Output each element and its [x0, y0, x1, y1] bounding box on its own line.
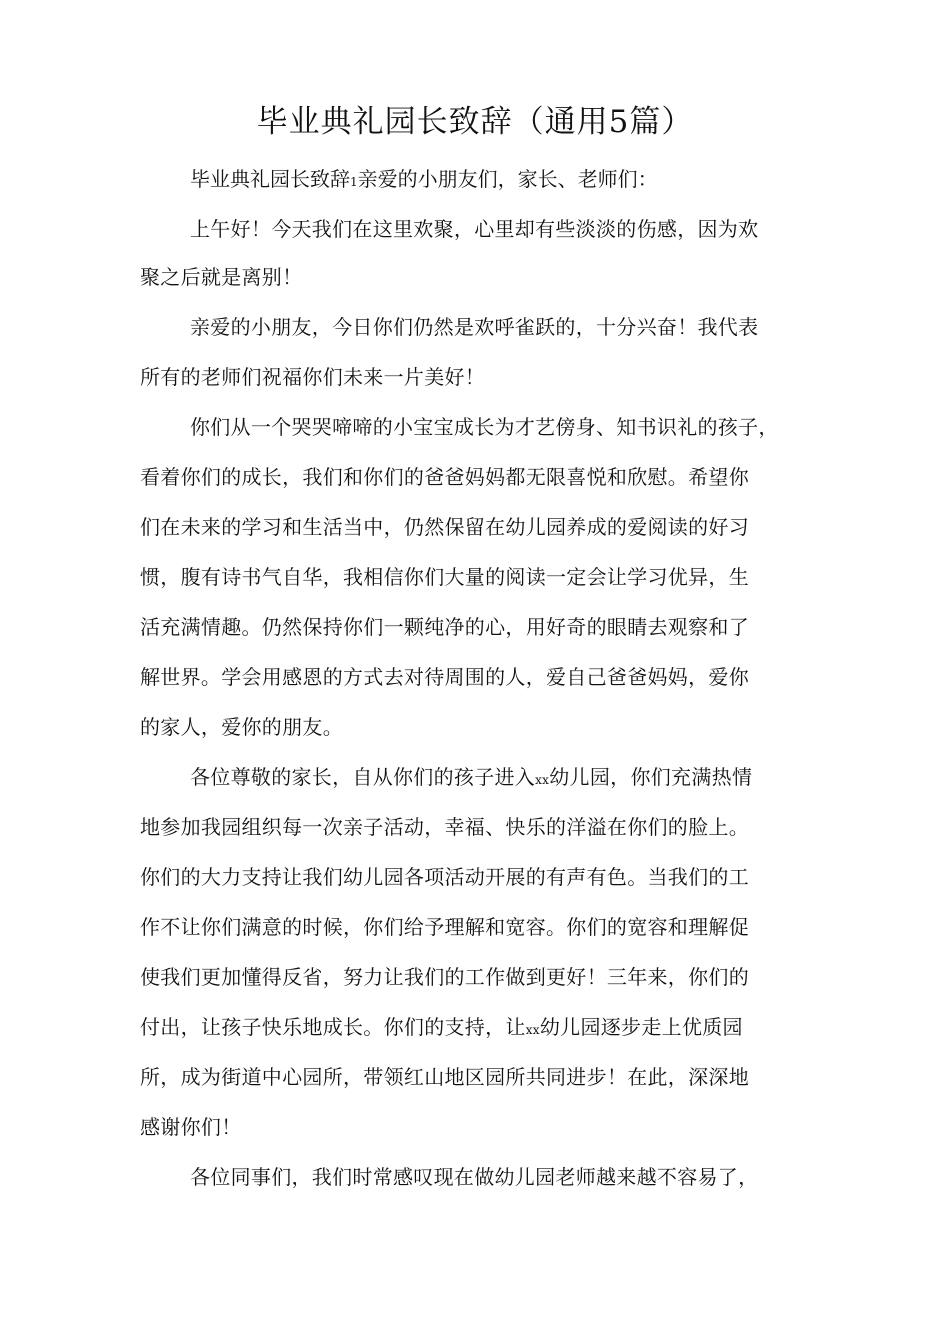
- speech-heading-prefix: 毕业典礼园长致辞: [190, 167, 350, 191]
- paragraph-line: 亲爱的小朋友，今日你们仍然是欢呼雀跃的，十分兴奋！我代表: [190, 315, 759, 339]
- paragraph-line: 地参加我园组织每一次亲子活动，幸福、快乐的洋溢在你们的脸上。: [140, 815, 749, 839]
- paragraph-line-part: 各位尊敬的家长，自从你们的孩子进入: [190, 765, 536, 789]
- paragraph-line: 作不让你们满意的时候，你们给予理解和宽容。你们的宽容和理解促: [140, 915, 749, 939]
- speech-heading: [190, 162, 658, 199]
- paragraph-line-part: 幼儿园逐步走上优质园: [539, 1015, 743, 1039]
- paragraph-line: 聚之后就是离别！: [140, 265, 303, 289]
- placeholder-xx: xx: [535, 773, 550, 787]
- placeholder-xx: xx: [525, 1023, 540, 1037]
- paragraph-line: 的家人，爱你的朋友。: [140, 715, 343, 739]
- speech-heading-number: 1: [350, 175, 358, 189]
- paragraph-line: 各位同事们，我们时常感叹现在做幼儿园老师越来越不容易了，: [190, 1165, 759, 1189]
- paragraph-line: 上午好！今天我们在这里欢聚，心里却有些淡淡的伤感，因为欢: [190, 217, 759, 241]
- document-title: 毕业典礼园长致辞（通用5篇）: [256, 104, 694, 140]
- paragraph-line: [140, 1010, 830, 1047]
- paragraph-line: 感谢你们！: [140, 1115, 242, 1139]
- paragraph-line: 所有的老师们祝福你们未来一片美好！: [140, 365, 486, 389]
- paragraph-line: 你们的大力支持让我们幼儿园各项活动开展的有声有色。当我们的工: [140, 865, 749, 889]
- paragraph-line-part: 幼儿园，你们充满热情: [549, 765, 753, 789]
- paragraph-line: 们在未来的学习和生活当中，仍然保留在幼儿园养成的爱阅读的好习: [140, 515, 749, 539]
- paragraph-line: 你们从一个哭哭啼啼的小宝宝成长为才艺傍身、知书识礼的孩子，: [190, 415, 779, 439]
- paragraph-line: 所，成为街道中心园所，带领红山地区园所共同进步！在此，深深地: [140, 1065, 749, 1089]
- speech-heading-greeting: 亲爱的小朋友们，家长、老师们：: [357, 167, 658, 191]
- paragraph-line: 惯，腹有诗书气自华，我相信你们大量的阅读一定会让学习优异，生: [140, 565, 749, 589]
- paragraph-line: 看着你们的成长，我们和你们的爸爸妈妈都无限喜悦和欣慰。希望你: [140, 465, 749, 489]
- paragraph-line: 解世界。学会用感恩的方式去对待周围的人，爱自己爸爸妈妈，爱你: [140, 665, 749, 689]
- paragraph-line: [190, 760, 880, 797]
- paragraph-line-part: 付出，让孩子快乐地成长。你们的支持，让: [140, 1015, 526, 1039]
- paragraph-line: 活充满情趣。仍然保持你们一颗纯净的心，用好奇的眼睛去观察和了: [140, 615, 749, 639]
- paragraph-line: 使我们更加懂得反省，努力让我们的工作做到更好！三年来，你们的: [140, 965, 749, 989]
